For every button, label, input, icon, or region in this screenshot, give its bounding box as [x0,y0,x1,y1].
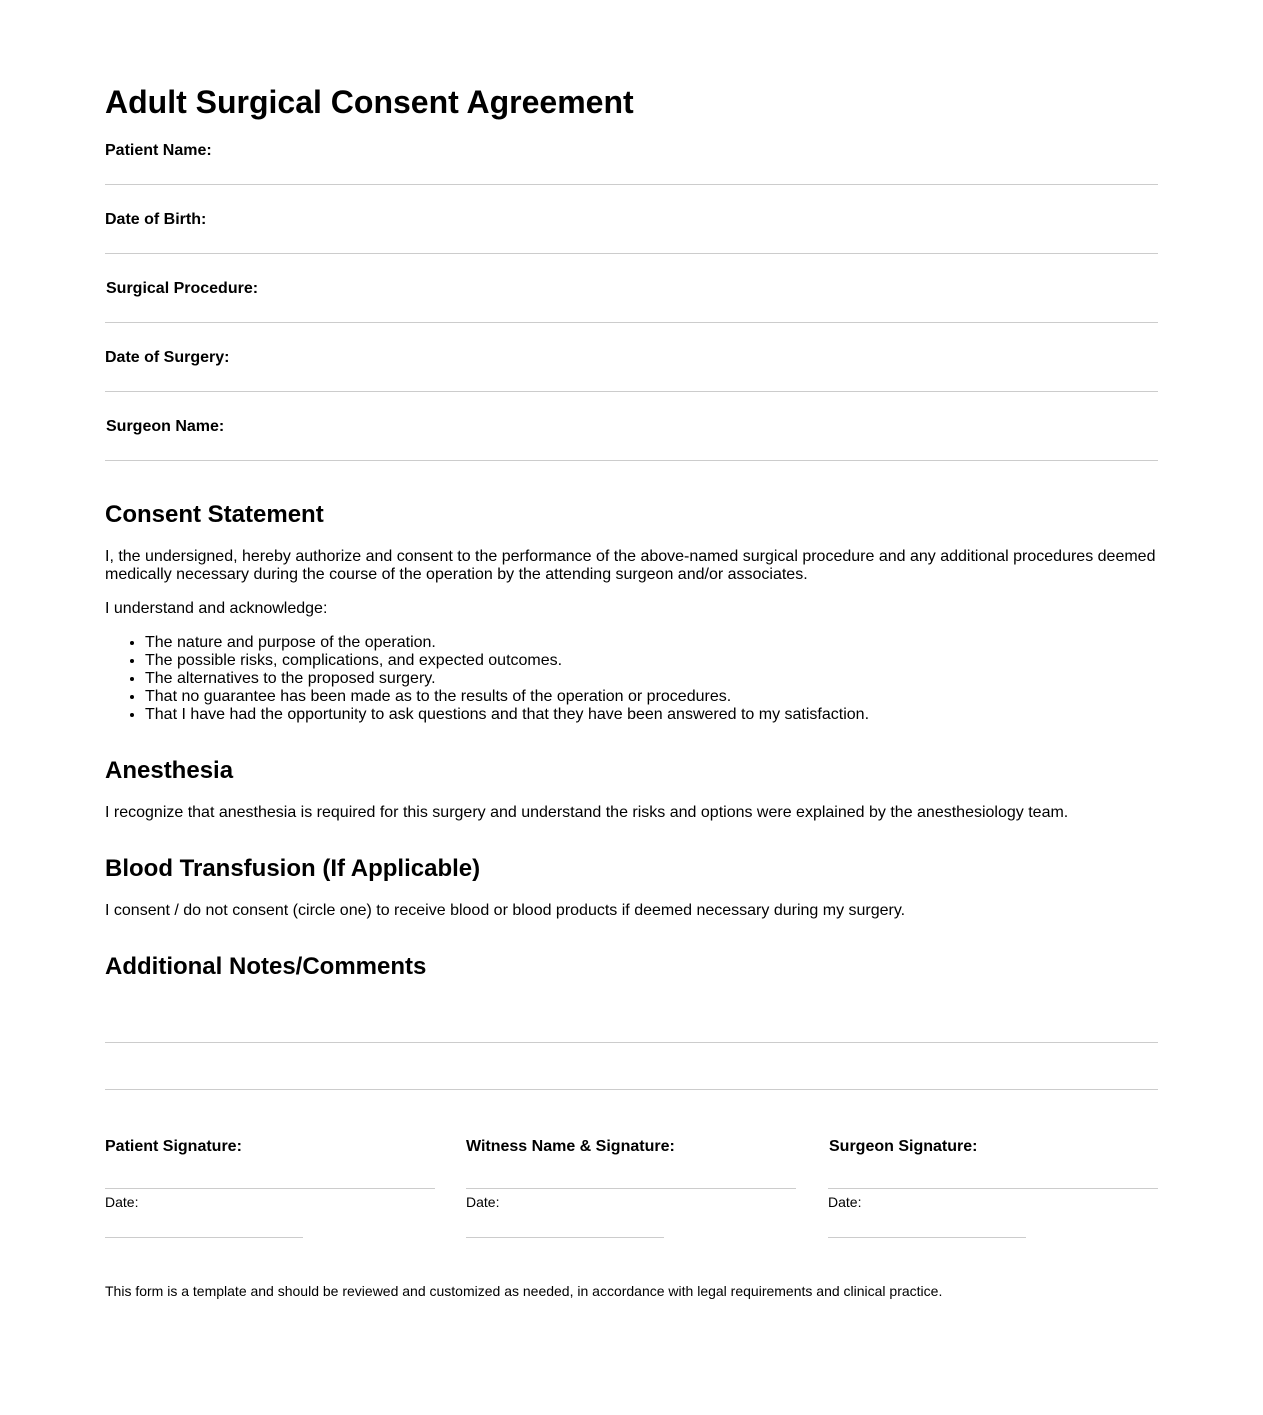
witness-date-label: Date: [466,1194,500,1210]
date-of-surgery-field [105,349,1158,418]
witness-signature-label: Witness Name & Signature: [466,1138,675,1155]
surgeon-name-input[interactable] [105,442,1158,461]
field-label: Date of Birth: [105,211,207,228]
patient-name-input[interactable] [105,166,1158,185]
field-label: Patient Name: [105,142,212,159]
anesthesia-heading: Anesthesia [105,757,234,784]
field-label: Surgical Procedure: [106,280,259,297]
anesthesia-text: I recognize that anesthesia is required for this surgery and understand the risks and options were explained by the anesthesiology team. [105,804,1069,821]
consent-paragraph: I, the undersigned, hereby authorize and consent to the performance of the above-named surgical procedure and any additional procedures deemed medically necessary during the course of the operation by the attending surgeon and/or associates. [105,548,1156,583]
list-item: • The alternatives to the proposed surgery. [145,670,869,688]
additional-notes-heading: Additional Notes/Comments [105,953,427,980]
surgeon-name-field [105,418,1158,487]
patient-date-input[interactable] [105,1220,303,1238]
patient-name-field [105,142,1158,211]
list-item: • That I have had the opportunity to ask questions and that they have been answered to my satisfaction. [145,706,869,724]
patient-signature-label: Patient Signature: [105,1138,242,1155]
page-title: Adult Surgical Consent Agreement [105,84,634,120]
surgeon-date-label: Date: [828,1194,862,1210]
patient-signature-block [105,1138,435,1248]
patient-signature-input[interactable] [105,1171,435,1189]
surgeon-date-input[interactable] [828,1220,1026,1238]
date-of-surgery-input[interactable] [105,373,1158,392]
footer-disclaimer: This form is a template and should be reviewed and customized as needed, in accordance with legal requirements and clinical practice. [105,1283,943,1299]
patient-date-label: Date: [105,1194,139,1210]
surgeon-signature-block [828,1138,1158,1248]
list-item: • The nature and purpose of the operation. [145,634,869,652]
surgeon-signature-input[interactable] [828,1171,1158,1189]
surgeon-signature-label: Surgeon Signature: [829,1138,978,1155]
date-of-birth-input[interactable] [105,235,1158,254]
witness-date-input[interactable] [466,1220,664,1238]
acknowledge-intro: I understand and acknowledge: [105,600,328,617]
blood-transfusion-heading: Blood Transfusion (If Applicable) [105,855,481,882]
field-label: Date of Surgery: [105,349,230,366]
surgical-procedure-input[interactable] [105,304,1158,323]
consent-statement-heading: Consent Statement [105,501,324,528]
notes-line-2[interactable] [105,1089,1158,1090]
date-of-birth-field [105,211,1158,280]
blood-transfusion-text: I consent / do not consent (circle one) to receive blood or blood products if deemed necessary during my surgery. [105,902,906,919]
list-item: • That no guarantee has been made as to the results of the operation or procedures. [145,688,869,706]
notes-line-1[interactable] [105,1042,1158,1043]
witness-signature-input[interactable] [466,1171,796,1189]
list-item: • The possible risks, complications, and expected outcomes. [145,652,869,670]
surgical-procedure-field [105,280,1158,349]
witness-signature-block [466,1138,796,1248]
field-label: Surgeon Name: [106,418,225,435]
acknowledgement-list [105,634,869,724]
